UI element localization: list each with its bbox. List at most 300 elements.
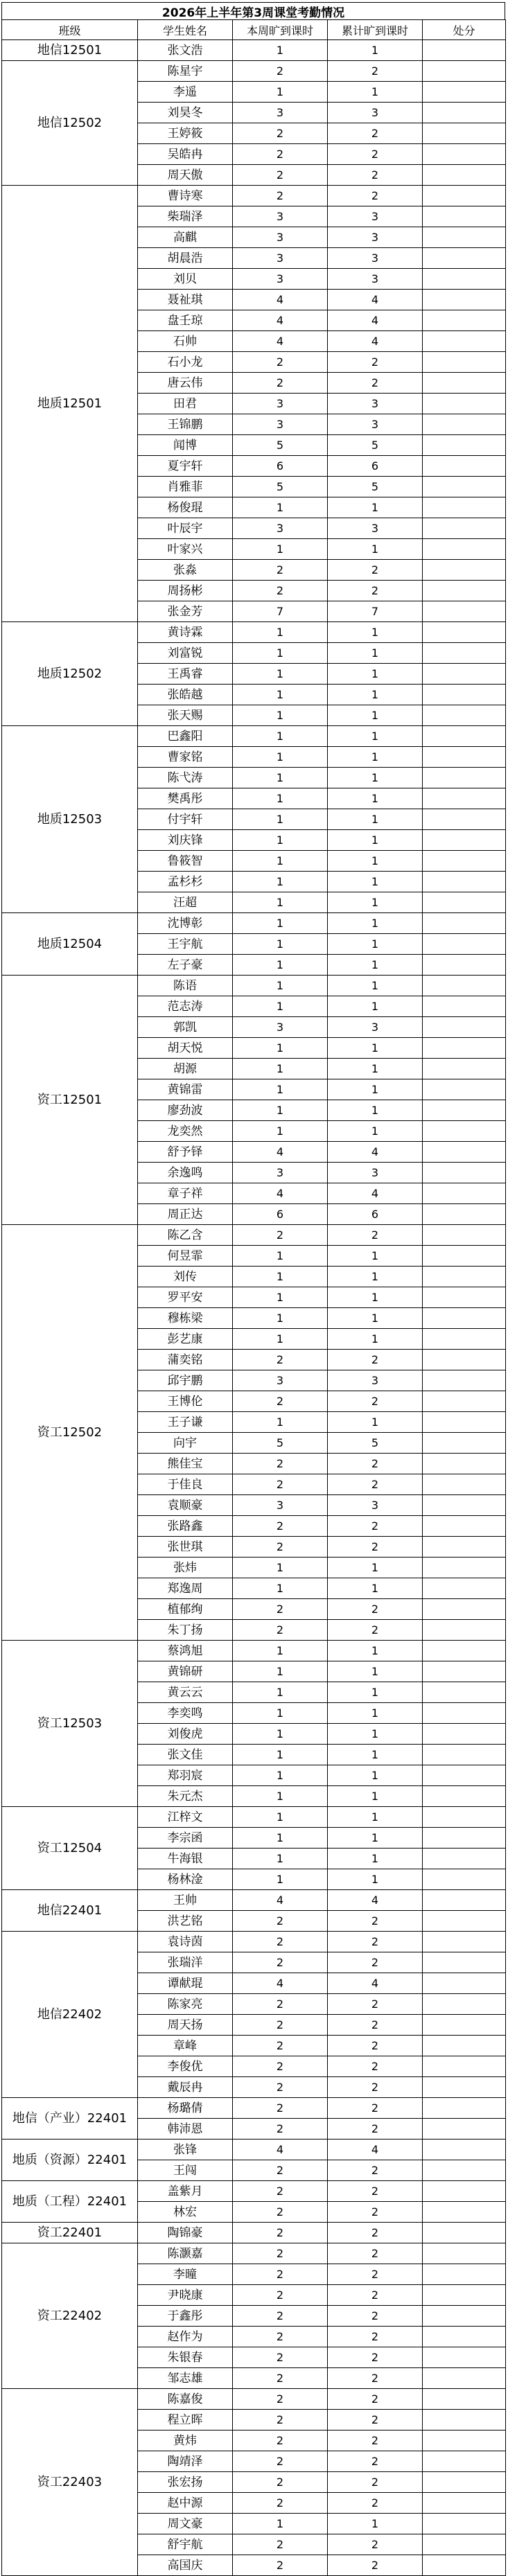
table-row <box>2 622 506 643</box>
student-name-cell: 周天傲 <box>138 165 233 186</box>
student-name-cell: 王婷筱 <box>138 123 233 144</box>
punishment-cell <box>423 581 506 601</box>
student-name-cell: 杨俊琨 <box>138 497 233 518</box>
week-absence-cell: 2 <box>233 1911 328 1932</box>
week-absence-cell: 2 <box>233 165 328 186</box>
student-name-cell: 陈家亮 <box>138 1994 233 2015</box>
student-name-cell: 邱宇鹏 <box>138 1370 233 1391</box>
class-cell: 地信22402 <box>2 1932 138 2098</box>
student-name-cell: 王博伦 <box>138 1391 233 1412</box>
student-name-cell: 张文佳 <box>138 1745 233 1765</box>
week-absence-cell: 1 <box>233 685 328 705</box>
week-absence-cell: 2 <box>233 1391 328 1412</box>
week-absence-cell: 5 <box>233 1433 328 1454</box>
week-absence-cell: 3 <box>233 1370 328 1391</box>
week-absence-cell: 2 <box>233 2327 328 2347</box>
punishment-cell <box>423 2555 506 2576</box>
week-absence-cell: 3 <box>233 269 328 290</box>
punishment-cell <box>423 2327 506 2347</box>
student-name-cell: 赵作为 <box>138 2327 233 2347</box>
total-absence-cell: 1 <box>328 830 423 851</box>
total-absence-cell: 3 <box>328 1163 423 1183</box>
attendance-sheet <box>1 2 505 2576</box>
punishment-cell <box>423 1745 506 1765</box>
punishment-cell <box>423 1578 506 1599</box>
punishment-cell <box>423 1225 506 1246</box>
student-name-cell: 张天赐 <box>138 705 233 726</box>
punishment-cell <box>423 601 506 622</box>
total-absence-cell: 2 <box>328 1911 423 1932</box>
total-absence-cell: 3 <box>328 414 423 435</box>
student-name-cell: 左子豪 <box>138 955 233 976</box>
total-absence-cell: 2 <box>328 2119 423 2140</box>
student-name-cell: 刘贝 <box>138 269 233 290</box>
student-name-cell: 唐云伟 <box>138 373 233 394</box>
punishment-cell <box>423 747 506 768</box>
punishment-cell <box>423 2264 506 2285</box>
class-cell: 资工22401 <box>2 2223 138 2243</box>
punishment-cell <box>423 1932 506 1952</box>
punishment-cell <box>423 1641 506 1661</box>
punishment-cell <box>423 996 506 1017</box>
punishment-cell <box>423 456 506 477</box>
header-punishment: 处分 <box>423 20 506 40</box>
punishment-cell <box>423 976 506 996</box>
total-absence-cell: 2 <box>328 2160 423 2181</box>
punishment-cell <box>423 269 506 290</box>
total-absence-cell: 4 <box>328 1183 423 1204</box>
punishment-cell <box>423 2036 506 2056</box>
week-absence-cell: 3 <box>233 103 328 123</box>
total-absence-cell: 2 <box>328 1225 423 1246</box>
week-absence-cell: 1 <box>233 1329 328 1350</box>
total-absence-cell: 2 <box>328 2202 423 2223</box>
total-absence-cell: 3 <box>328 206 423 227</box>
student-name-cell: 杨林淦 <box>138 1869 233 1890</box>
punishment-cell <box>423 331 506 352</box>
total-absence-cell: 7 <box>328 601 423 622</box>
total-absence-cell: 1 <box>328 934 423 955</box>
punishment-cell <box>423 1350 506 1370</box>
table-row <box>2 1225 506 1246</box>
total-absence-cell: 4 <box>328 1973 423 1994</box>
class-cell: 地信12501 <box>2 40 138 61</box>
student-name-cell: 盖紫月 <box>138 2181 233 2202</box>
student-name-cell: 田君 <box>138 394 233 414</box>
student-name-cell: 黄锦研 <box>138 1661 233 1682</box>
punishment-cell <box>423 1454 506 1474</box>
total-absence-cell: 2 <box>328 2431 423 2451</box>
student-name-cell: 黄诗霖 <box>138 622 233 643</box>
student-name-cell: 刘俊虎 <box>138 1724 233 1745</box>
class-cell: 资工22403 <box>2 2389 138 2576</box>
total-absence-cell: 2 <box>328 2368 423 2389</box>
punishment-cell <box>423 768 506 788</box>
punishment-cell <box>423 2389 506 2410</box>
week-absence-cell: 4 <box>233 1142 328 1163</box>
punishment-cell <box>423 2534 506 2555</box>
total-absence-cell: 2 <box>328 61 423 82</box>
total-absence-cell: 1 <box>328 1828 423 1849</box>
total-absence-cell: 2 <box>328 1391 423 1412</box>
punishment-cell <box>423 477 506 497</box>
total-absence-cell: 1 <box>328 1703 423 1724</box>
class-cell: 地质12502 <box>2 622 138 726</box>
total-absence-cell: 1 <box>328 1038 423 1059</box>
punishment-cell <box>423 227 506 248</box>
punishment-cell <box>423 2514 506 2534</box>
student-name-cell: 黄锦雷 <box>138 1079 233 1100</box>
week-absence-cell: 2 <box>233 2264 328 2285</box>
class-cell: 地信（产业）22401 <box>2 2098 138 2140</box>
punishment-cell <box>423 539 506 560</box>
student-name-cell: 周天扬 <box>138 2015 233 2036</box>
week-absence-cell: 2 <box>233 2306 328 2327</box>
total-absence-cell: 4 <box>328 1890 423 1911</box>
student-name-cell: 邹志雄 <box>138 2368 233 2389</box>
punishment-cell <box>423 1599 506 1620</box>
total-absence-cell: 1 <box>328 1786 423 1807</box>
total-absence-cell: 2 <box>328 1952 423 1973</box>
week-absence-cell: 1 <box>233 955 328 976</box>
week-absence-cell: 2 <box>233 2451 328 2472</box>
total-absence-cell: 1 <box>328 1558 423 1578</box>
total-absence-cell: 1 <box>328 768 423 788</box>
student-name-cell: 杨璐倩 <box>138 2098 233 2119</box>
total-absence-cell: 2 <box>328 2285 423 2306</box>
student-name-cell: 陈语 <box>138 976 233 996</box>
punishment-cell <box>423 435 506 456</box>
total-absence-cell: 2 <box>328 581 423 601</box>
punishment-cell <box>423 1724 506 1745</box>
punishment-cell <box>423 955 506 976</box>
table-body <box>2 40 506 2576</box>
total-absence-cell: 1 <box>328 1079 423 1100</box>
total-absence-cell: 2 <box>328 2472 423 2493</box>
week-absence-cell: 1 <box>233 1869 328 1890</box>
week-absence-cell: 3 <box>233 227 328 248</box>
punishment-cell <box>423 1558 506 1578</box>
total-absence-cell: 1 <box>328 82 423 103</box>
week-absence-cell: 4 <box>233 331 328 352</box>
class-cell: 地质（工程）22401 <box>2 2181 138 2223</box>
table-row <box>2 726 506 747</box>
punishment-cell <box>423 1183 506 1204</box>
punishment-cell <box>423 664 506 685</box>
student-name-cell: 王禹睿 <box>138 664 233 685</box>
week-absence-cell: 2 <box>233 1620 328 1641</box>
student-name-cell: 龙奕然 <box>138 1121 233 1142</box>
week-absence-cell: 2 <box>233 2223 328 2243</box>
punishment-cell <box>423 1786 506 1807</box>
week-absence-cell: 2 <box>233 2015 328 2036</box>
header-row <box>2 20 506 40</box>
punishment-cell <box>423 123 506 144</box>
week-absence-cell: 2 <box>233 1599 328 1620</box>
punishment-cell <box>423 1204 506 1225</box>
punishment-cell <box>423 2015 506 2036</box>
student-name-cell: 范志涛 <box>138 996 233 1017</box>
punishment-cell <box>423 1869 506 1890</box>
total-absence-cell: 1 <box>328 497 423 518</box>
student-name-cell: 曹诗寒 <box>138 186 233 206</box>
total-absence-cell: 1 <box>328 1641 423 1661</box>
week-absence-cell: 2 <box>233 144 328 165</box>
week-absence-cell: 3 <box>233 206 328 227</box>
total-absence-cell: 1 <box>328 1578 423 1599</box>
week-absence-cell: 1 <box>233 1558 328 1578</box>
table-row <box>2 1807 506 1828</box>
punishment-cell <box>423 2472 506 2493</box>
student-name-cell: 陈乙含 <box>138 1225 233 1246</box>
punishment-cell <box>423 206 506 227</box>
punishment-cell <box>423 1287 506 1308</box>
punishment-cell <box>423 1537 506 1558</box>
punishment-cell <box>423 622 506 643</box>
punishment-cell <box>423 830 506 851</box>
week-absence-cell: 7 <box>233 601 328 622</box>
punishment-cell <box>423 892 506 913</box>
punishment-cell <box>423 1142 506 1163</box>
student-name-cell: 周扬彬 <box>138 581 233 601</box>
student-name-cell: 张淼 <box>138 560 233 581</box>
week-absence-cell: 1 <box>233 1703 328 1724</box>
total-absence-cell: 2 <box>328 2243 423 2264</box>
punishment-cell <box>423 2202 506 2223</box>
class-cell: 地质12501 <box>2 186 138 622</box>
punishment-cell <box>423 144 506 165</box>
total-absence-cell: 2 <box>328 2389 423 2410</box>
student-name-cell: 罗平安 <box>138 1287 233 1308</box>
total-absence-cell: 2 <box>328 165 423 186</box>
student-name-cell: 汪超 <box>138 892 233 913</box>
week-absence-cell: 4 <box>233 1890 328 1911</box>
student-name-cell: 张瑞洋 <box>138 1952 233 1973</box>
total-absence-cell: 2 <box>328 2264 423 2285</box>
punishment-cell <box>423 1329 506 1350</box>
student-name-cell: 朱丁扬 <box>138 1620 233 1641</box>
student-name-cell: 鲁筱智 <box>138 851 233 872</box>
week-absence-cell: 1 <box>233 1059 328 1079</box>
week-absence-cell: 2 <box>233 2493 328 2514</box>
total-absence-cell: 2 <box>328 560 423 581</box>
table-row <box>2 2243 506 2264</box>
total-absence-cell: 2 <box>328 1620 423 1641</box>
week-absence-cell: 2 <box>233 1225 328 1246</box>
total-absence-cell: 1 <box>328 1267 423 1287</box>
total-absence-cell: 1 <box>328 747 423 768</box>
total-absence-cell: 2 <box>328 373 423 394</box>
student-name-cell: 张锋 <box>138 2140 233 2160</box>
week-absence-cell: 2 <box>233 1994 328 2015</box>
class-cell: 资工12501 <box>2 976 138 1225</box>
student-name-cell: 郭凯 <box>138 1017 233 1038</box>
student-name-cell: 陈星宇 <box>138 61 233 82</box>
student-name-cell: 孟杉杉 <box>138 872 233 892</box>
punishment-cell <box>423 1017 506 1038</box>
student-name-cell: 廖劲波 <box>138 1100 233 1121</box>
total-absence-cell: 1 <box>328 1059 423 1079</box>
total-absence-cell: 1 <box>328 1849 423 1869</box>
total-absence-cell: 2 <box>328 2036 423 2056</box>
student-name-cell: 袁顺豪 <box>138 1495 233 1516</box>
student-name-cell: 叶辰宇 <box>138 518 233 539</box>
student-name-cell: 谭献琨 <box>138 1973 233 1994</box>
punishment-cell <box>423 373 506 394</box>
total-absence-cell: 2 <box>328 2534 423 2555</box>
student-name-cell: 王锦鹏 <box>138 414 233 435</box>
student-name-cell: 聂祉琪 <box>138 290 233 310</box>
student-name-cell: 陈弋涛 <box>138 768 233 788</box>
punishment-cell <box>423 103 506 123</box>
punishment-cell <box>423 851 506 872</box>
punishment-cell <box>423 1079 506 1100</box>
week-absence-cell: 1 <box>233 788 328 809</box>
punishment-cell <box>423 2243 506 2264</box>
student-name-cell: 胡晨浩 <box>138 248 233 269</box>
header-class: 班级 <box>2 20 138 40</box>
student-name-cell: 蒲奕铭 <box>138 1350 233 1370</box>
student-name-cell: 夏宇轩 <box>138 456 233 477</box>
punishment-cell <box>423 2098 506 2119</box>
punishment-cell <box>423 1890 506 1911</box>
student-name-cell: 沈博彰 <box>138 913 233 934</box>
student-name-cell: 胡天悦 <box>138 1038 233 1059</box>
week-absence-cell: 2 <box>233 2368 328 2389</box>
total-absence-cell: 2 <box>328 2098 423 2119</box>
week-absence-cell: 1 <box>233 768 328 788</box>
class-cell: 地质12504 <box>2 913 138 976</box>
student-name-cell: 何昱霏 <box>138 1246 233 1267</box>
punishment-cell <box>423 1267 506 1287</box>
punishment-cell <box>423 1828 506 1849</box>
total-absence-cell: 1 <box>328 622 423 643</box>
student-name-cell: 江梓文 <box>138 1807 233 1828</box>
student-name-cell: 陈灏嘉 <box>138 2243 233 2264</box>
week-absence-cell: 2 <box>233 1350 328 1370</box>
week-absence-cell: 2 <box>233 2347 328 2368</box>
week-absence-cell: 2 <box>233 2555 328 2576</box>
punishment-cell <box>423 2160 506 2181</box>
total-absence-cell: 1 <box>328 643 423 664</box>
sheet-title: 2026年上半年第3周课堂考勤情况 <box>1 2 505 19</box>
student-name-cell: 周正达 <box>138 1204 233 1225</box>
table-row <box>2 40 506 61</box>
student-name-cell: 陈嘉俊 <box>138 2389 233 2410</box>
punishment-cell <box>423 1661 506 1682</box>
week-absence-cell: 1 <box>233 892 328 913</box>
punishment-cell <box>423 1391 506 1412</box>
class-cell: 资工12504 <box>2 1807 138 1890</box>
total-absence-cell: 1 <box>328 892 423 913</box>
punishment-cell <box>423 1807 506 1828</box>
week-absence-cell: 1 <box>233 1246 328 1267</box>
week-absence-cell: 1 <box>233 1578 328 1599</box>
punishment-cell <box>423 788 506 809</box>
table-row <box>2 186 506 206</box>
week-absence-cell: 1 <box>233 976 328 996</box>
class-cell: 地信22401 <box>2 1890 138 1932</box>
class-cell: 资工12503 <box>2 1641 138 1807</box>
student-name-cell: 高麒 <box>138 227 233 248</box>
week-absence-cell: 1 <box>233 1807 328 1828</box>
week-absence-cell: 1 <box>233 726 328 747</box>
punishment-cell <box>423 518 506 539</box>
student-name-cell: 章峰 <box>138 2036 233 2056</box>
table-row <box>2 1890 506 1911</box>
total-absence-cell: 3 <box>328 394 423 414</box>
week-absence-cell: 2 <box>233 352 328 373</box>
student-name-cell: 周文豪 <box>138 2514 233 2534</box>
total-absence-cell: 1 <box>328 851 423 872</box>
total-absence-cell: 1 <box>328 539 423 560</box>
total-absence-cell: 1 <box>328 685 423 705</box>
punishment-cell <box>423 934 506 955</box>
punishment-cell <box>423 1973 506 1994</box>
week-absence-cell: 1 <box>233 1287 328 1308</box>
punishment-cell <box>423 1952 506 1973</box>
total-absence-cell: 2 <box>328 186 423 206</box>
punishment-cell <box>423 61 506 82</box>
total-absence-cell: 1 <box>328 1807 423 1828</box>
punishment-cell <box>423 2451 506 2472</box>
punishment-cell <box>423 1121 506 1142</box>
total-absence-cell: 1 <box>328 1745 423 1765</box>
student-name-cell: 叶家兴 <box>138 539 233 560</box>
punishment-cell <box>423 1682 506 1703</box>
student-name-cell: 高国庆 <box>138 2555 233 2576</box>
student-name-cell: 陶靖泽 <box>138 2451 233 2472</box>
class-cell: 资工22402 <box>2 2243 138 2389</box>
week-absence-cell: 1 <box>233 830 328 851</box>
punishment-cell <box>423 1849 506 1869</box>
student-name-cell: 章子祥 <box>138 1183 233 1204</box>
week-absence-cell: 2 <box>233 1932 328 1952</box>
total-absence-cell: 1 <box>328 872 423 892</box>
total-absence-cell: 2 <box>328 2347 423 2368</box>
total-absence-cell: 3 <box>328 518 423 539</box>
punishment-cell <box>423 1516 506 1537</box>
total-absence-cell: 1 <box>328 1661 423 1682</box>
student-name-cell: 盘壬琼 <box>138 310 233 331</box>
student-name-cell: 于鑫彤 <box>138 2306 233 2327</box>
student-name-cell: 植郁绚 <box>138 1599 233 1620</box>
total-absence-cell: 2 <box>328 1350 423 1370</box>
week-absence-cell: 2 <box>233 61 328 82</box>
attendance-table <box>1 19 506 2576</box>
week-absence-cell: 1 <box>233 1100 328 1121</box>
student-name-cell: 蔡鸿旭 <box>138 1641 233 1661</box>
punishment-cell <box>423 2223 506 2243</box>
week-absence-cell: 2 <box>233 2181 328 2202</box>
punishment-cell <box>423 2140 506 2160</box>
total-absence-cell: 1 <box>328 955 423 976</box>
punishment-cell <box>423 872 506 892</box>
punishment-cell <box>423 40 506 61</box>
total-absence-cell: 2 <box>328 352 423 373</box>
punishment-cell <box>423 186 506 206</box>
week-absence-cell: 5 <box>233 477 328 497</box>
week-absence-cell: 1 <box>233 1412 328 1433</box>
punishment-cell <box>423 1100 506 1121</box>
week-absence-cell: 2 <box>233 2160 328 2181</box>
week-absence-cell: 1 <box>233 1724 328 1745</box>
total-absence-cell: 4 <box>328 2140 423 2160</box>
table-row <box>2 2140 506 2160</box>
student-name-cell: 李曈 <box>138 2264 233 2285</box>
week-absence-cell: 1 <box>233 851 328 872</box>
week-absence-cell: 1 <box>233 705 328 726</box>
